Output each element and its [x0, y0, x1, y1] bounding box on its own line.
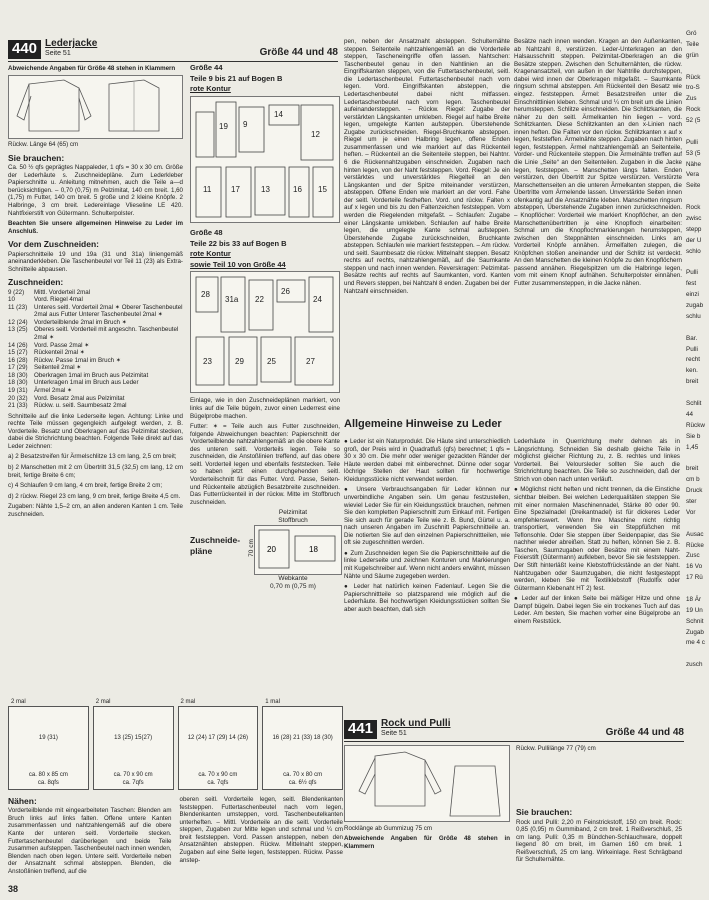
edge-text: Seite — [686, 182, 701, 190]
cutting-plans-title: Zuschneide- pläne — [190, 535, 241, 556]
edge-text: Rückw — [686, 421, 705, 429]
list-item: 15 (27) Rückenteil 2mal ✶ — [8, 349, 85, 357]
list-item: 18 (30) Unterkragen 1mal im Bruch aus Leder — [8, 379, 139, 387]
edge-text: schlo — [686, 247, 701, 255]
draw-item: a) 2 Besatzstreifen für Ärmelschlitze 13 cm lang, 2,5 cm breit; — [8, 453, 177, 461]
svg-text:27: 27 — [306, 357, 315, 367]
plan-pieces: 12 (24) 17 (29) 14 (26) — [187, 735, 249, 741]
plan-pieces: 13 (25) 15(27) — [114, 735, 153, 741]
general-notes-title: Allgemeine Hinweise zu Leder — [344, 418, 502, 430]
edge-text: 1,45 — [686, 443, 699, 451]
svg-text:12: 12 — [311, 129, 320, 139]
jacket-sketch — [8, 75, 183, 139]
pelz-plan — [190, 509, 340, 591]
leather-note: Beachten Sie unsere allgemeinen Hinweise zu Leder im Anschluß. — [8, 220, 183, 235]
note-paragraph: ● Unsere Verbrauchsangaben für Leder können nur unverbindliche Angaben sein. Um genau festzustellen, wieviel Leder Sie für ein Kleidungsstück brauchen, nehmen Sie den kompletten Papierschnitt zum Einkauf mit. Fertigen Sie sich auch für gerade Teile wie z. B. Bund, Gürtel u. a. nach unseren Angaben im Zuschnitt Papierschnitteile an. Die notierten Sie auf den einzelnen Papierschnittteilen, wie oft sie zugeschnitten werden. — [344, 486, 510, 547]
sewing-text-cont: oberen seitl. Vorderteile legen, seitl. Blendenkanten feststeppen. Futtertaschenbeutel nach vorn legen, Blendenkanten umsteppen, vord. Taschenbeutelkanten unterheften. – Mittl. Vorderteile an die seitl. Vorderteile steppen, Zugaben zur Mitte legen und schmal und ¼ cm breit feststeppen. Vord. Passen ansteppen, neben den Ansatznähten absteppen. Rückw. Mittelnaht steppen, Zugaben auf eine Seite legen, feststeppen. Rückw. Passe anstep- — [179, 796, 343, 864]
sewing-section — [8, 796, 343, 878]
page-number: 38 — [8, 884, 19, 894]
list-item: 16 (28) Rückw. Passe 1mal im Bruch ✶ — [8, 356, 122, 364]
size48-pattern-diagram — [190, 271, 340, 393]
edge-text: 16 Vo — [686, 563, 703, 571]
list-item: 12 (24) Vorderteilblende 2mal im Bruch ✶ — [8, 318, 127, 326]
edge-text: 17 Rü — [686, 574, 703, 582]
svg-text:17: 17 — [231, 184, 240, 194]
leather-cutting-plans — [8, 699, 343, 790]
einlage-text: Einlage, wie in den Zuschneideplänen markiert, von links auf die Teile bügeln, zuvor einen Lederrest eine Bügelprobe machen. — [190, 397, 340, 420]
pelz-label: Pelzimitat — [278, 509, 308, 517]
cutting-plan-1 — [8, 699, 89, 790]
stoffbruch-label: Stoffbruch — [278, 517, 308, 525]
pulli-length: Rückw. Pullilänge 77 (79) cm — [516, 744, 596, 752]
edge-text: zusch — [686, 661, 703, 669]
svg-text:28: 28 — [201, 290, 210, 300]
edge-text: 53 (5 — [686, 149, 701, 157]
list-item: 17 (29) Seitenteil 2mal ✶ — [8, 364, 82, 372]
pattern-header-441 — [344, 718, 684, 742]
jacket-sketch-icon — [9, 76, 182, 138]
note-paragraph: ● Möglichst nicht heften und nicht trennen, da die Einstiche sichtbar bleiben. Bei welchen Lederqualitäten steppen Sie mit einer normalen Maschinennadel, Stärke 80 oder 90. Eine Spezialnadel (Dreikantnadel) ist für dickeres Leder empfehlenswert. Wenn Ihre Maschine nicht richtig transportiert, verwenden Sie ein Steppfüßchen mit Teflonsohle. Oder Sie steppen über Seidenpapier, das Sie nachher wieder abreißen. Statt zu heften, können Sie z. B. Taschen, Saumzugaben oder Besätze mit einem Naht-Fixierstift (Gütermann) aufkleben, bevor Sie sie feststeppen. Der Stift hinterläßt keine Klebstoffrückstände an der Naht. Nahtzugaben oder Saumzugaben, die nicht festgesteppt werden, kleben Sie mit Textilklebstoff (Rudolfix oder Gütermann Klebenaht HT 2) fest. — [514, 486, 680, 592]
skirt-col — [344, 745, 510, 867]
svg-text:25: 25 — [267, 357, 276, 367]
size48-parts: Teile 22 bis 33 auf Bogen B — [190, 238, 287, 248]
sewing-left — [8, 796, 172, 878]
size48-heading: Größe 48 — [190, 227, 223, 237]
edge-text: Vera — [686, 171, 699, 179]
list-item: 14 (26) Vord. Passe 2mal ✶ — [8, 341, 90, 349]
plan-count: 2 mal — [180, 699, 196, 705]
svg-text:29: 29 — [235, 357, 244, 367]
edge-text: fest — [686, 280, 697, 288]
edge-text: ken. — [686, 367, 698, 375]
edge-text: Zusc — [686, 552, 700, 560]
futter-text: Futter: ✶ = Teile auch aus Futter zuschneiden, folgende Abweichungen beachten: Papierschnitt der Vorderteilblende nahtzahlengemäß an die obere Kante des unteren seitl. Vorderteils legen. Teile so zuschneiden, die Anstoßlinien treffend, auf das obere seitl. Vorderteil legen und ebenfalls feststecken. Teile so haben jetzt einen durchgehenden seitl. Vorderteilschnitt für das Futter. Vord. Passe, Seiten- und Rückenteile abzüglich Besatzbreite zuschneiden. Das Futterrückenteil in der rückw. Mitte im Stoffbruch zuschneiden. — [190, 423, 340, 506]
pelz-size: 0,70 m (0,75 m) — [270, 583, 316, 591]
edge-text: Bar. — [686, 334, 698, 342]
plan-pieces: 16 (28) 21 (33) 18 (30) — [272, 735, 333, 741]
pulli-sketch — [344, 745, 510, 822]
column-4 — [514, 38, 682, 416]
edge-text: recht — [686, 356, 700, 364]
plan-count: 1 mal — [265, 699, 280, 705]
edge-text: Teile — [686, 40, 699, 48]
svg-text:9: 9 — [243, 119, 248, 129]
pelz-pieces-icon — [255, 526, 341, 572]
edge-text: Zugab — [686, 628, 704, 636]
svg-text:19: 19 — [219, 121, 228, 131]
cutting-plan-4 — [262, 699, 343, 790]
svg-text:22: 22 — [255, 295, 264, 305]
sewing-heading: Nähen: — [8, 796, 37, 806]
plan-count: 2 mal — [95, 699, 111, 705]
pattern-header-440 — [8, 38, 338, 62]
cutting-plan-3 — [178, 699, 259, 790]
svg-text:11: 11 — [203, 184, 212, 194]
svg-text:15: 15 — [318, 184, 327, 194]
dim-70: 70 cm — [247, 539, 255, 557]
edge-text: cm b — [686, 476, 700, 484]
edge-text: einzi — [686, 291, 699, 299]
sewing-text: Vorderteilblende mit eingearbeiteten Taschen: Blenden am Bruch links auf links falten. Offene untere Kanten zusammenfassen und nahtzahlengemäß auf die obere Kante der unteren seitl. Vorderteile stecken. Futtertaschenbeutel darüberlegen und beide Teile zusammen aufsteppen. Taschenbeutel nach innen wenden, Blenden nach oben legen. Untere seitl. Vorderteile neben der Ansatznaht schmal absteppen. Blenden, die Anstoßlinien treffend, auf die — [8, 807, 172, 875]
column-3 — [344, 38, 510, 416]
seam-text: Zugaben: Nähte 1,5–2 cm, an allen anderen Kanten 1 cm. Teile zuschneiden. — [8, 503, 183, 518]
edge-text: schlu — [686, 312, 701, 320]
column-2 — [190, 62, 340, 591]
edge-text: 19 Un — [686, 606, 703, 614]
instructions-text-cont: Besätze nach innen wenden. Kragen an den Außenkanten, ab Nahtzahl 8, verstürzen. Leder-Unterkragen an den Halsausschnitt steppen. Pelzimitat-Oberkragen an die Besätze steppen. Zwischen den Schulternähten, die rückw. Kragenansatzteil, von außen in der Nahtrille durchsteppen, dabei wird innen der Oberkragen mitgefaßt. – Saumkante ringsum schmal absteppen. Am Rückenteil den Besatz wie eingez. feststeppen. Ärmel: Besatzstreifen unter die Einschnittlinien kleben. Schmal und ¼ cm breit um die Linien herumsteppen. Schlitze einschneiden. Die Schlitzkanten, die näher zu den seitl. Ärmelkanten hin liegen – vord. Schlitzkanten. Diese Schlitzkanten an den x-Linien nach innen heften. Die Falten vor den rückw. Schlitzkanten x auf x legen, feststeffen. Ärmelnähte steppen. Zugaben nach hinten legen, feststeppen. Ärmel nahtzahlengemäß an Seitenteile, Vorder- und Rückenteile steppen. Die Ärmelnähte treffen auf die Linie „Seite“ an den Seitenteilen. Zugaben in die Jacke legen, feststeppen. – Manschetten längs falten. Enden verstürzen, den Übertritt zur Spitze verstürzen. Verstürzte Manschettenseiten an die unteren Ärmelkanten steppen, die Übertritte vom Ärmelende lassen. Unverstärkte Seiten innen ofenkantig auf die Ansatznähte kleben. Manschetten ringsum absteppen, Überstehende Zugaben innen zurückschneiden. – Knopflöcher: Vorderteil wie markiert Knopflöcher, an den Manschettenübertritten je eine Knopfloch einarbeiten: Schmal um die Knopflochmarkierungen herumsteppen, zwischen den Steppnähten einschneiden. Links am Vorderteil Knöpfe annähen. Ärmelfalten zulegen, die Knöpfchen stoßen aneinander und der Schlitz ist verdeckt. An den Manschetten die kleinen Knöpfe zu den Knopflöchern passend annähen. Riegelspitzen um die Halbringe legen, vom mit einem Knopf aufnähen. Schulterpolster einnähen. Futter zusammensteppen, in die Jacke nähen. — [514, 38, 682, 287]
svg-text:26: 26 — [281, 287, 290, 297]
size44-pattern-diagram — [190, 96, 340, 223]
before-cut-text: Papierschnitteile 19 und 19a (31 und 31a) liniengemäß aneinanderkleben. Die Taschenbeutel vor Teil 11 (23) als Extra-Schnitteile abpausen. — [8, 250, 183, 273]
edge-text: breit — [686, 378, 699, 386]
webkante-label: Webkante — [278, 575, 308, 583]
pulli-col — [516, 745, 682, 867]
svg-text:18: 18 — [309, 545, 318, 555]
edge-text: me 4 c — [686, 639, 705, 647]
svg-text:16: 16 — [293, 184, 302, 194]
plan-caption: ca. 70 x 90 cm ca. 7qfs — [113, 772, 153, 786]
pattern-pieces-icon — [191, 97, 339, 222]
plan-count: 2 mal — [11, 699, 26, 705]
pattern-subtitle: Seite 51 — [381, 730, 407, 738]
edge-text: tro-S — [686, 84, 700, 92]
pattern-pieces-icon — [191, 272, 339, 392]
list-item: 19 (31) Ärmel 2mal ✶ — [8, 386, 73, 394]
note-paragraph: ● Leder hat natürlich keinen Fadenlauf. Legen Sie die Papierschnittteile so platzsparend wie möglich auf die Lederhäute. Bei hochwertigen Kleidungsstücken sollten Sie aber auch beachten, daß sich — [344, 583, 510, 613]
edge-text: Ausac — [686, 530, 704, 538]
edge-text: Rock — [686, 106, 701, 114]
edge-text: Zus — [686, 95, 697, 103]
edge-text: Sie b — [686, 432, 701, 440]
edge-text: Rücke — [686, 541, 704, 549]
edge-text: zugab — [686, 302, 704, 310]
adjacent-page-edge — [686, 30, 709, 890]
plan-caption: ca. 70 x 80 cm ca. 6½ qfs — [283, 772, 323, 786]
list-item: 10 Vord. Riegel 4mal — [8, 296, 83, 304]
edge-text: Rock — [686, 204, 701, 212]
before-cut-heading: Vor dem Zuschneiden: — [8, 239, 99, 250]
edge-text: Grö — [686, 30, 697, 37]
edge-text: Vor — [686, 508, 696, 516]
cutting-heading: Zuschneiden: — [8, 277, 64, 288]
edge-text: Schlit — [686, 400, 702, 408]
plan-caption: ca. 70 x 90 cm ca. 7qfs — [198, 772, 238, 786]
size44-heading: Größe 44 — [190, 63, 223, 72]
list-item: 11 (23) Unteres seitl. Vorderteil 2mal ✶ Oberer Taschenbeutel 2mal aus Futter Unterer Taschenbeutel 2mal ✶ — [8, 303, 183, 319]
sweater-icon — [345, 746, 509, 819]
svg-text:23: 23 — [203, 357, 212, 367]
list-item: 13 (25) Oberes seitl. Vorderteil mit angeschn. Taschenbeutel 2mal ✶ — [8, 326, 179, 342]
edge-text: 52 (5 — [686, 117, 701, 125]
size48-extra: sowie Teil 10 von Größe 44 — [190, 259, 286, 269]
pelz-diagram — [244, 509, 342, 591]
edge-text: Pulli — [686, 138, 698, 146]
note-paragraph: ● Leder auf der linken Seite bei mäßiger Hitze und ohne Dampf bügeln. Dabei legen Sie ein trockenes Tuch auf das Leder. Am besten, Sie machen vorher eine Bügelprobe an einem Reststück. — [514, 595, 680, 625]
schnitt-text: Schnitteile auf die linke Lederseite legen. Achtung: Linke und rechte Teile müssen gegengleich aufgelegt werden, z. B. Vorderteile. Besatz und Oberkragen auf das Pelzimitat stecken, dabei die Strichrichtung beachten. Folgende Teile direkt auf das Leder zeichnen: — [8, 412, 183, 450]
instructions-text: pen, neben der Ansatznaht absteppen. Schulternähte steppen. Seitenteile nahtzahlengemäß an die Vorderteile steppen, Tascheneingriffe offen lassen. Nahtschen: Taschenbeutel genau in den Nahtlinien an die Eingriffskanten steppen, von die Futtertaschenbeutel, seitl. die Ledertaschenbeutel. Futtertaschenbeutel nach vorn legen. Vord. Eingriffskanten absteppen, die Ledertaschenbeutel dabei nicht mitfassen. Ledertaschenbeutel nach vorn legen. Taschenbeutel aufeinandersteppen. – Rückw. Riegel: Zugabe der verstärkten Längskanten umkleben. Riegel auf halbe Breite legen, umgelegte Kanten aufsteppen. Überstehende Zugabe zurückschneiden. Riegel-Bruchkante absteppen. Riegel um je einen Halbring legen, offene Enden zusammenfassen und wie markiert auf das Rückenteil heften. – Rückenteil an die Seitenteile steppen, bei Nahtnr. 6 die Rückennahtzugaben einschneiden. Zugaben nach hinten legen, von der Naht feststeppen. Vord. Riegel: Je ein verstärktes und unverstärktes Riegelteil an den Längskanten und der Spitze miteinander verstürzen, absteppen. Offene Enden wie markiert an der vord. Fahe der seitl. Vorderteile festheften. Vord. und rückw. Falten x auf x legen und bis zu den Faltenzeichen feststeppen. Vom werden die Riegelenden mitgefaßt. – Schlaufen: Zugabe einer Längskante umkleben. Schlaufen auf halbe Breite legen, die umgelegte Kante schmal aufsteppen. Überstehende Zugabe zurückschneiden, Bruchkante absteppen. Schlaufen wie markiert feststeppen. – Am rückw. und seitl. Saumbesatz die rückw. Mittelnaht steppen. Besatz rechts auf rechts, nahtzahlengemäß, auf die Saumkante steppen und nach innen wenden. Reverskragen: Pelzimitat-Besätze rechts auf rechts auf Saumkanten, vord. Kanten und Revers steppen, bei Nahtzahl 8 enden. Zugaben bei der Nahtzahl einschneiden. — [344, 38, 510, 295]
pelz-sketch — [247, 525, 342, 575]
size48-contour: rote Kontur — [190, 249, 231, 259]
cutting-list — [8, 289, 183, 410]
s441-need-text: Rock und Pulli: 2,20 m Feinstrickstoff, 150 cm breit. Rock: 0,85 (0,95) m Gummiband, 2 cm breit. 1 Reißverschluß, 25 cm lang. Pulli: 0,35 m Bündchen-Schlauchware, doppelt liegend 80 cm breit, im Garnen 160 cm breit. 1 Reißverschluß, 25 cm lang. Wirkeinlage. Rest Schrägband für Schulternähte. — [516, 818, 682, 864]
edge-text: der U — [686, 236, 702, 244]
general-notes-left — [344, 438, 510, 616]
pattern-title: Lederjacke — [45, 38, 98, 49]
edge-text: breit — [686, 465, 699, 473]
edge-text: Schnit — [686, 617, 704, 625]
svg-text:13: 13 — [261, 184, 270, 194]
edge-text: Pulli — [686, 269, 698, 277]
svg-text:20: 20 — [267, 545, 276, 555]
edge-text: ster — [686, 497, 697, 505]
svg-text:31a: 31a — [225, 295, 239, 305]
note-paragraph: Lederhäute in Querrichtung mehr dehnen als in Längsrichtung. Schneiden Sie deshalb gleiche Teile in möglichst gleicher Richtung zu, z. B. rechtes und linkes Vorderteil. Bei Veloursleder sollten Sie auch die Strichrichtung beachten. Die Teile so zuschneiden, daß der Strich von oben nach unten verläuft. — [514, 438, 680, 483]
list-item: 21 (33) Rückw. u. seitl. Saumbesatz 2mal — [8, 402, 127, 410]
edge-text: Pulli — [686, 345, 698, 353]
edge-text: 44 — [686, 410, 694, 418]
note-paragraph: ● Leder ist ein Naturprodukt. Die Häute sind unterschiedlich groß, der Preis wird in Quadratfuß (qfs) berechnet; 1 qfs = 30 x 30 cm. Die mehr oder weniger gezackten Ränder der Häute werden dabei mit einberechnet. Dünne oder sogar löchrige Stellen der Haut sollten für hochwertige Kleidungsstücke nicht verwendet werden. — [344, 438, 510, 483]
list-item: 18 (30) Oberkragen 1mal im Bruch aus Pelzimitat — [8, 371, 149, 379]
list-item: 9 (22) Mittl. Vorderteil 2mal — [8, 288, 91, 296]
pattern-number: 440 — [8, 40, 41, 59]
sewing-right — [180, 796, 344, 878]
you-need-heading: Sie brauchen: — [8, 152, 65, 163]
pattern-sizes: Größe 44 und 48 — [259, 46, 338, 58]
pattern-number: 441 — [344, 720, 377, 739]
you-need-text: Ca. 50 ½ qfs geprägtes Nappaleder, 1 qfs = 30 x 30 cm. Größe der Lederhäute s. Zuschneidepläne. Zum Lederkleber Papierschnitte u. Anleitung mitnehmen, auch die Teile a—d berücksichtigen. – 0,70 (0,75) m Pelzimitat, 140 cm breit. 1,60 (1,75) m Futter, 140 cm breit. 5 große und 2 kleine Knöpfe. 2 Halbringe, 3 cm breit. Ledereinlage Vlieseline LE 420. Nahtfixierstift von Gütermann. Schulterpolster. — [8, 164, 183, 217]
plan-pieces: 19 (31) — [38, 735, 58, 741]
size44-parts: Teile 9 bis 21 auf Bogen B — [190, 73, 283, 83]
pattern-sizes: Größe 44 und 48 — [605, 726, 684, 738]
edge-text: 18 Är — [686, 595, 702, 603]
draw-item: d) 2 rückw. Riegel 23 cm lang, 9 cm breit, fertige Breite 4,5 cm. — [8, 492, 181, 500]
list-item: 20 (32) Vord. Besatz 2mal aus Pelzimitat — [8, 394, 125, 402]
draw-item: c) 4 Schlaufen 9 cm lang, 4 cm breit, fertige Breite 2 cm; — [8, 482, 163, 490]
edge-text: Druck — [686, 487, 703, 495]
edge-text: Rück — [686, 73, 701, 81]
size44-contour: rote Kontur — [190, 84, 231, 94]
edge-text: zwisc — [686, 215, 702, 223]
cutting-plan-2 — [93, 699, 174, 790]
s441-intro: Abweichende Angaben für Größe 48 stehen in Klammern — [344, 835, 510, 850]
skirt-pulli-row — [344, 745, 684, 867]
pattern-title: Rock und Pulli — [381, 718, 451, 729]
edge-lines — [686, 30, 709, 669]
edge-text: grün — [686, 51, 699, 59]
skirt-length: Rocklänge ab Gummizug 75 cm — [344, 824, 433, 832]
general-notes-right — [514, 438, 680, 629]
s441-need-heading: Sie brauchen: — [516, 807, 573, 818]
draw-item: b) 2 Manschetten mit 2 cm Übertritt 31,5 (32,5) cm lang, 12 cm breit, fertige Breite 6 cm; — [8, 464, 183, 479]
svg-text:14: 14 — [274, 109, 283, 119]
svg-text:24: 24 — [313, 295, 322, 305]
plan-caption: ca. 80 x 85 cm ca. 8qfs — [28, 772, 68, 786]
pattern-subtitle: Seite 51 — [45, 50, 71, 58]
edge-text: Nähe — [686, 160, 702, 168]
back-length: Rückw. Länge 64 (65) cm — [8, 141, 79, 149]
note-paragraph: ● Zum Zuschneiden legen Sie die Papierschnittteile auf die linke Lederseite und zeichnen Konturen und Markierungen mit Kugelschreiber auf. Wenn nicht anders erwähnt, müssen Nähte und Säume zugegeben werden. — [344, 549, 510, 580]
edge-text: stepp — [686, 225, 702, 233]
intro-note: Abweichende Angaben für Größe 48 stehen in Klammern — [8, 64, 176, 72]
pattern-section-441 — [344, 718, 684, 867]
